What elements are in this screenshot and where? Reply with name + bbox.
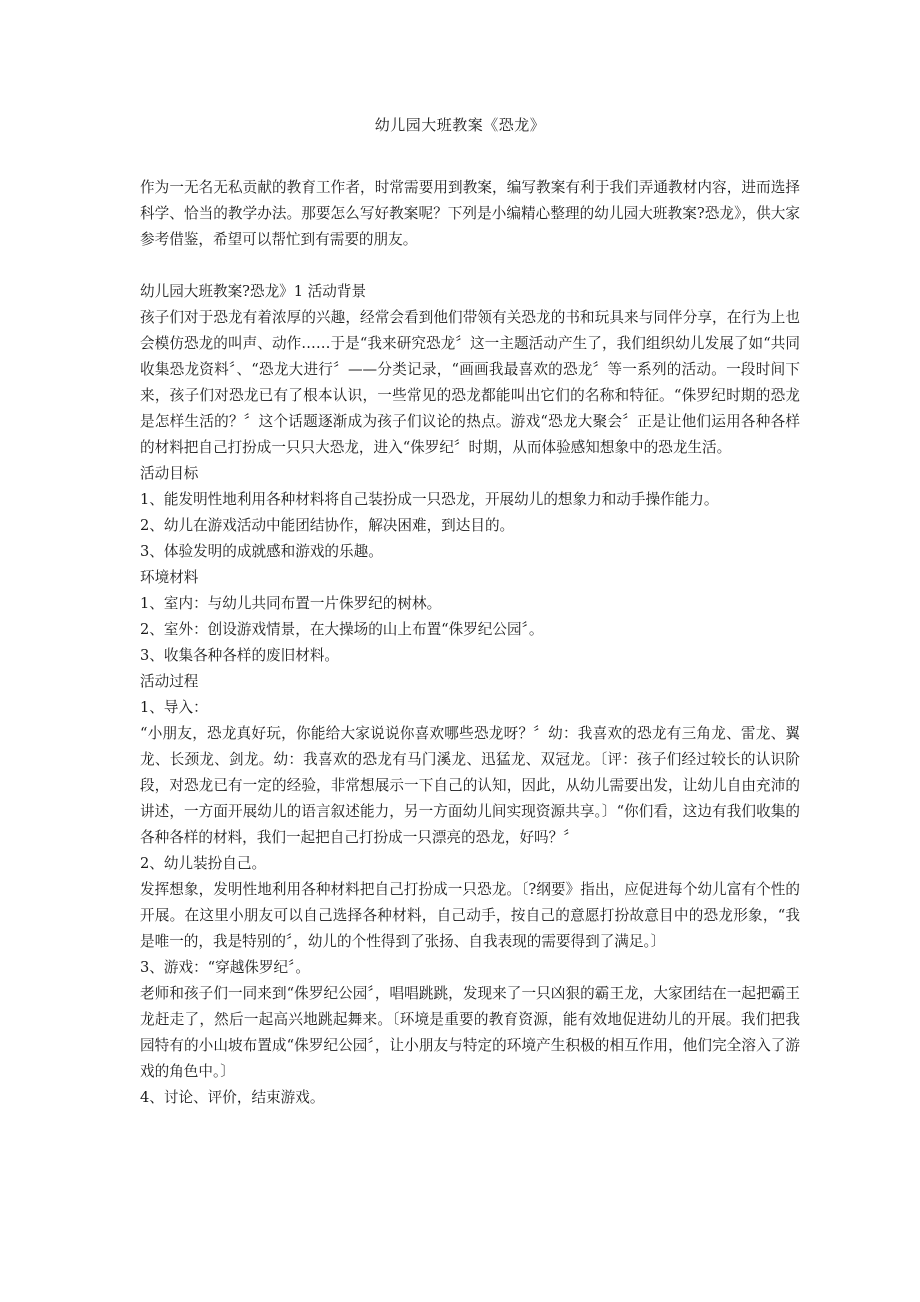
step2-paragraph: 发挥想象，发明性地利用各种材料把自己打扮成一只恐龙。〔?纲要》指出，应促进每个幼儿富有个性的开展。在这里小朋友可以自己选择各种材料，自己动手，按自己的意愿打扮故意目中的恐龙形象，“我是唯一的，我是特别的〞，幼儿的个性得到了张扬、自我表现的需要得到了满足。〕 bbox=[140, 881, 800, 950]
background-heading: 幼儿园大班教案?恐龙》1 活动背景 bbox=[140, 283, 367, 300]
goal-item: 3、体验发明的成就感和游戏的乐趣。 bbox=[140, 543, 383, 560]
process-heading: 活动过程 bbox=[140, 673, 199, 690]
goal-item: 1、能发明性地利用各种材料将自己装扮成一只恐龙，开展幼儿的想象力和动手操作能力。 bbox=[140, 491, 719, 508]
background-paragraph: 孩子们对于恐龙有着浓厚的兴趣，经常会看到他们带领有关恐龙的书和玩具来与同伴分享，在行为上也会模仿恐龙的叫声、动作……于是“我来研究恐龙〞这一主题活动产生了，我们组织幼儿发展了如“共同收集恐龙资料〞、“恐龙大进行〞——分类记录，“画画我最喜欢的恐龙〞等一系列的活动。一段时间下来，孩子们对恐龙已有了根本认识，一些常见的恐龙都能叫出它们的名称和特征。“侏罗纪时期的恐龙是怎样生活的？〞这个话题逐渐成为孩子们议论的热点。游戏“恐龙大聚会〞正是让他们运用各种各样的材料把自己打扮成一只只大恐龙，进入“侏罗纪〞时期，从而体验感知想象中的恐龙生活。 bbox=[140, 309, 800, 456]
material-item: 3、收集各种各样的废旧材料。 bbox=[140, 647, 340, 664]
step1-paragraph: “小朋友，恐龙真好玩，你能给大家说说你喜欢哪些恐龙呀？〞幼：我喜欢的恐龙有三角龙、雷龙、翼龙、长颈龙、剑龙。幼：我喜欢的恐龙有马门溪龙、迅猛龙、双冠龙。〔评：孩子们经过较长的认识阶段，对恐龙已有一定的经验，非常想展示一下自己的认知，因此，从幼儿需要出发，让幼儿自由充沛的讲述，一方面开展幼儿的语言叙述能力，另一方面幼儿间实现资源共享。〕“你们看，这边有我们收集的各种各样的材料，我们一起把自己打扮成一只漂亮的恐龙，好吗？〞 bbox=[140, 725, 800, 846]
goal-item: 2、幼儿在游戏活动中能团结协作，解决困难，到达目的。 bbox=[140, 517, 515, 534]
goals-heading: 活动目标 bbox=[140, 465, 199, 482]
paragraph-gap bbox=[140, 253, 800, 279]
step3-paragraph: 老师和孩子们一同来到“侏罗纪公园〞，唱唱跳跳，发现来了一只凶狠的霸王龙，大家团结在一起把霸王龙赶走了，然后一起高兴地跳起舞来。〔环境是重要的教育资源，能有效地促进幼儿的开展。我们把我园特有的小山坡布置成“侏罗纪公园〞，让小朋友与特定的环境产生积极的相互作用，他们完全溶入了游戏的角色中。〕 bbox=[140, 985, 800, 1080]
document-title: 幼儿园大班教案《恐龙》 bbox=[374, 116, 546, 134]
document-body bbox=[140, 175, 800, 1111]
step3-heading: 3、游戏：“穿越侏罗纪〞。 bbox=[140, 959, 310, 976]
step2-heading: 2、幼儿装扮自己。 bbox=[140, 855, 267, 872]
intro-paragraph: 作为一无名无私贡献的教育工作者，时常需要用到教案，编写教案有利于我们弄通教材内容，进而选择科学、恰当的教学办法。那要怎么写好教案呢？下列是小编精心整理的幼儿园大班教案?恐龙》，供大家参考借鉴，希望可以帮忙到有需要的朋友。 bbox=[140, 179, 800, 248]
material-item: 2、室外：创设游戏情景，在大操场的山上布置“侏罗纪公园〞。 bbox=[140, 621, 544, 638]
step4-heading: 4、讨论、评价，结束游戏。 bbox=[140, 1089, 325, 1106]
material-item: 1、室内：与幼儿共同布置一片侏罗纪的树林。 bbox=[140, 595, 442, 612]
step1-heading: 1、导入： bbox=[140, 699, 208, 716]
materials-heading: 环境材料 bbox=[140, 569, 199, 586]
